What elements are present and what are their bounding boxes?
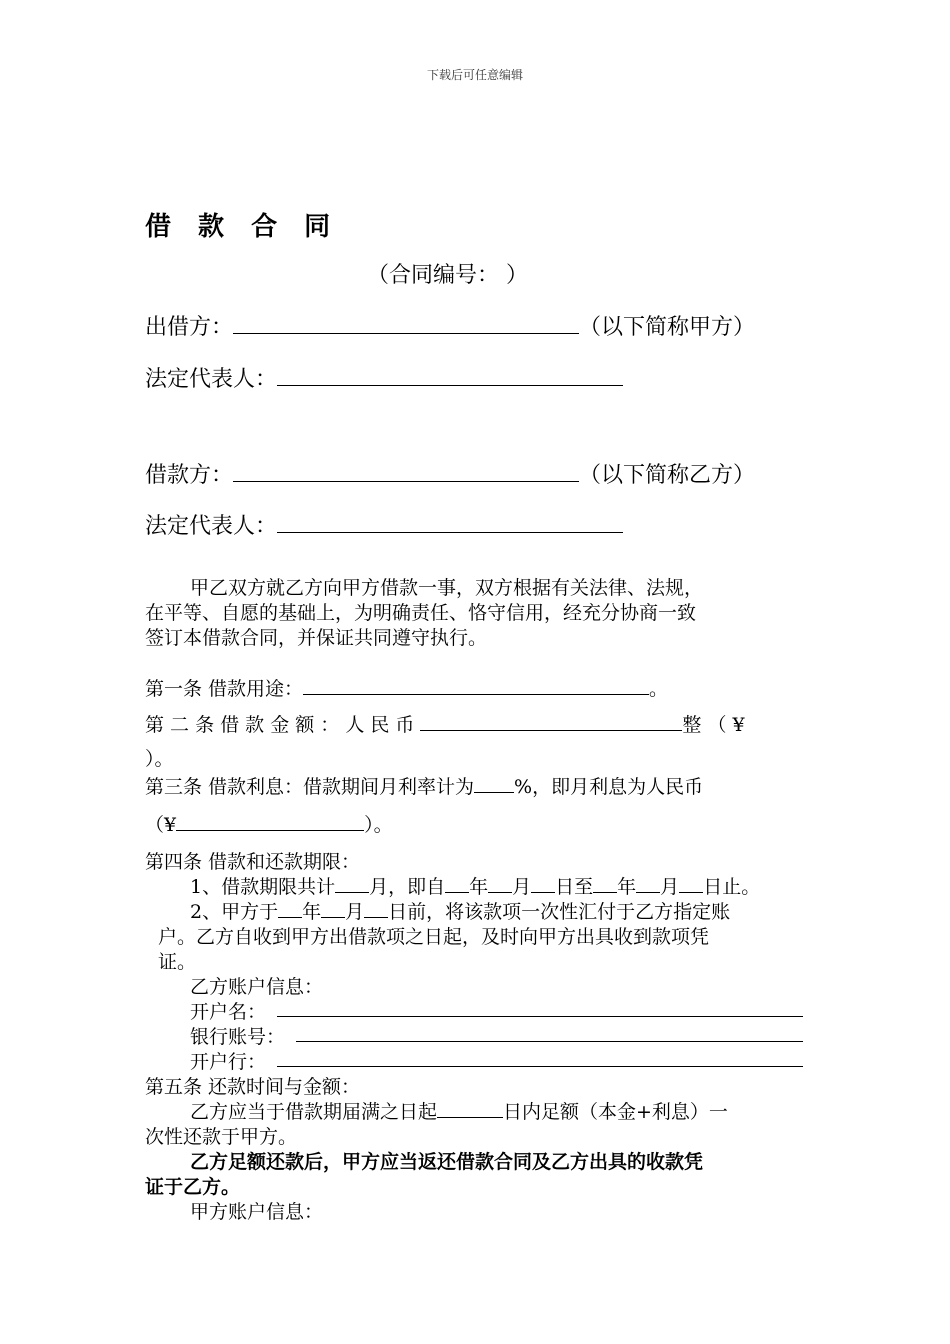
- article-3: [145, 772, 703, 799]
- borrower-account-no-label: 银行账号：: [190, 1026, 286, 1048]
- bank-field[interactable]: [277, 1066, 803, 1067]
- article-1-end: 。: [649, 678, 669, 700]
- item1-text-5: 年: [617, 876, 637, 898]
- article-5-line-1: [190, 1097, 728, 1124]
- loan-purpose-field[interactable]: [303, 676, 649, 695]
- article-5-line-2: 次性还款于甲方。: [145, 1126, 298, 1148]
- lender-row: [145, 310, 755, 341]
- item1-text-1: 月，即自: [369, 876, 446, 898]
- borrower-account-title: 乙方账户信息：: [190, 976, 324, 998]
- item1-text-0: 1、借款期限共计: [190, 876, 336, 898]
- lender-account-title: 甲方账户信息：: [190, 1201, 324, 1223]
- article-4-label: 第四条 借款和还款期限：: [145, 851, 361, 873]
- intro-line-1: 甲乙双方就乙方向甲方借款一事，双方根据有关法律、法规，: [190, 577, 704, 599]
- page-title: 借 款 合 同: [145, 212, 340, 242]
- intro-line-2: 在平等、自愿的基础上，为明确责任、恪守信用，经充分协商一致: [145, 602, 697, 624]
- article-4-item-2-line-3: 证。: [158, 951, 197, 973]
- contract-number: （合同编号： ）: [367, 263, 528, 288]
- lender-rep-field[interactable]: [277, 363, 623, 386]
- article-5-bold-line-2: 证于乙方。: [145, 1176, 241, 1198]
- account-name-field[interactable]: [277, 1016, 803, 1017]
- article-4-item-1: [190, 872, 760, 899]
- borrower-bank-label: 开户行：: [190, 1051, 267, 1073]
- borrower-row: [145, 458, 755, 489]
- borrower-name-field[interactable]: [233, 459, 579, 482]
- item2-text-3: 日前，将该款项一次性汇付于乙方指定账: [388, 901, 731, 923]
- start-year-field[interactable]: [445, 874, 469, 893]
- borrower-rep-label: 法定代表人：: [145, 514, 278, 539]
- lender-name-field[interactable]: [233, 311, 579, 334]
- item1-text-6: 月: [660, 876, 680, 898]
- article-5-label: 第五条 还款时间与金额：: [145, 1076, 361, 1098]
- pay-month-field[interactable]: [321, 899, 345, 918]
- article-3-line-2: [145, 810, 393, 837]
- item1-text-7: 日止。: [703, 876, 761, 898]
- account-number-field[interactable]: [296, 1041, 803, 1042]
- article-5-line1-a: 乙方应当于借款期届满之日起: [190, 1101, 438, 1123]
- item1-text-2: 年: [469, 876, 489, 898]
- article-3-pct: %，即月利息为人民币: [514, 776, 704, 798]
- article-2: [145, 710, 745, 737]
- borrower-rep-row: [145, 509, 623, 540]
- article-3-label: 第三条 借款利息：借款期间月利率计为: [145, 776, 475, 798]
- article-3-line2-start: （¥: [145, 814, 177, 836]
- lender-rep-row: [145, 362, 623, 393]
- pay-year-field[interactable]: [278, 899, 302, 918]
- lender-rep-label: 法定代表人：: [145, 367, 278, 392]
- pay-day-field[interactable]: [364, 899, 388, 918]
- item2-text-0: 2、甲方于: [190, 901, 279, 923]
- monthly-interest-field[interactable]: [176, 812, 364, 831]
- intro-line-3: 签订本借款合同，并保证共同遵守执行。: [145, 627, 488, 649]
- item1-text-4: 日至: [555, 876, 594, 898]
- lender-suffix: （以下简称甲方）: [579, 315, 756, 340]
- borrower-label: 借款方：: [145, 463, 234, 488]
- header-note: 下载后可任意编辑: [426, 68, 523, 82]
- end-year-field[interactable]: [593, 874, 617, 893]
- borrower-account-name-label: 开户名：: [190, 1001, 267, 1023]
- article-3-line2-end: ）。: [364, 814, 393, 836]
- end-month-field[interactable]: [636, 874, 660, 893]
- interest-rate-field[interactable]: [474, 774, 514, 793]
- article-5-line1-b: 日内足额（本金+利息）一: [503, 1101, 728, 1123]
- article-4-item-2: [190, 897, 730, 924]
- start-day-field[interactable]: [531, 874, 555, 893]
- repay-days-field[interactable]: [437, 1099, 503, 1118]
- lender-label: 出借方：: [145, 315, 234, 340]
- article-1-label: 第一条 借款用途：: [145, 678, 304, 700]
- article-5-bold-line-1: 乙方足额还款后，甲方应当返还借款合同及乙方出具的收款凭: [190, 1151, 704, 1173]
- borrower-rep-field[interactable]: [277, 510, 623, 533]
- item2-text-2: 月: [345, 901, 365, 923]
- article-2-mid: 整 （ ¥: [682, 714, 745, 736]
- article-2-line-2: ）。: [145, 748, 174, 770]
- borrower-suffix: （以下简称乙方）: [579, 463, 756, 488]
- article-2-label: 第 二 条 借 款 金 额 ： 人 民 币: [145, 714, 415, 736]
- article-1: [145, 674, 668, 701]
- end-day-field[interactable]: [679, 874, 703, 893]
- loan-amount-field[interactable]: [420, 712, 682, 731]
- term-months-field[interactable]: [335, 874, 369, 893]
- item1-text-3: 月: [512, 876, 532, 898]
- item2-text-1: 年: [302, 901, 322, 923]
- article-4-item-2-line-2: 户。乙方自收到甲方出借款项之日起，及时向甲方出具收到款项凭: [158, 926, 710, 948]
- start-month-field[interactable]: [488, 874, 512, 893]
